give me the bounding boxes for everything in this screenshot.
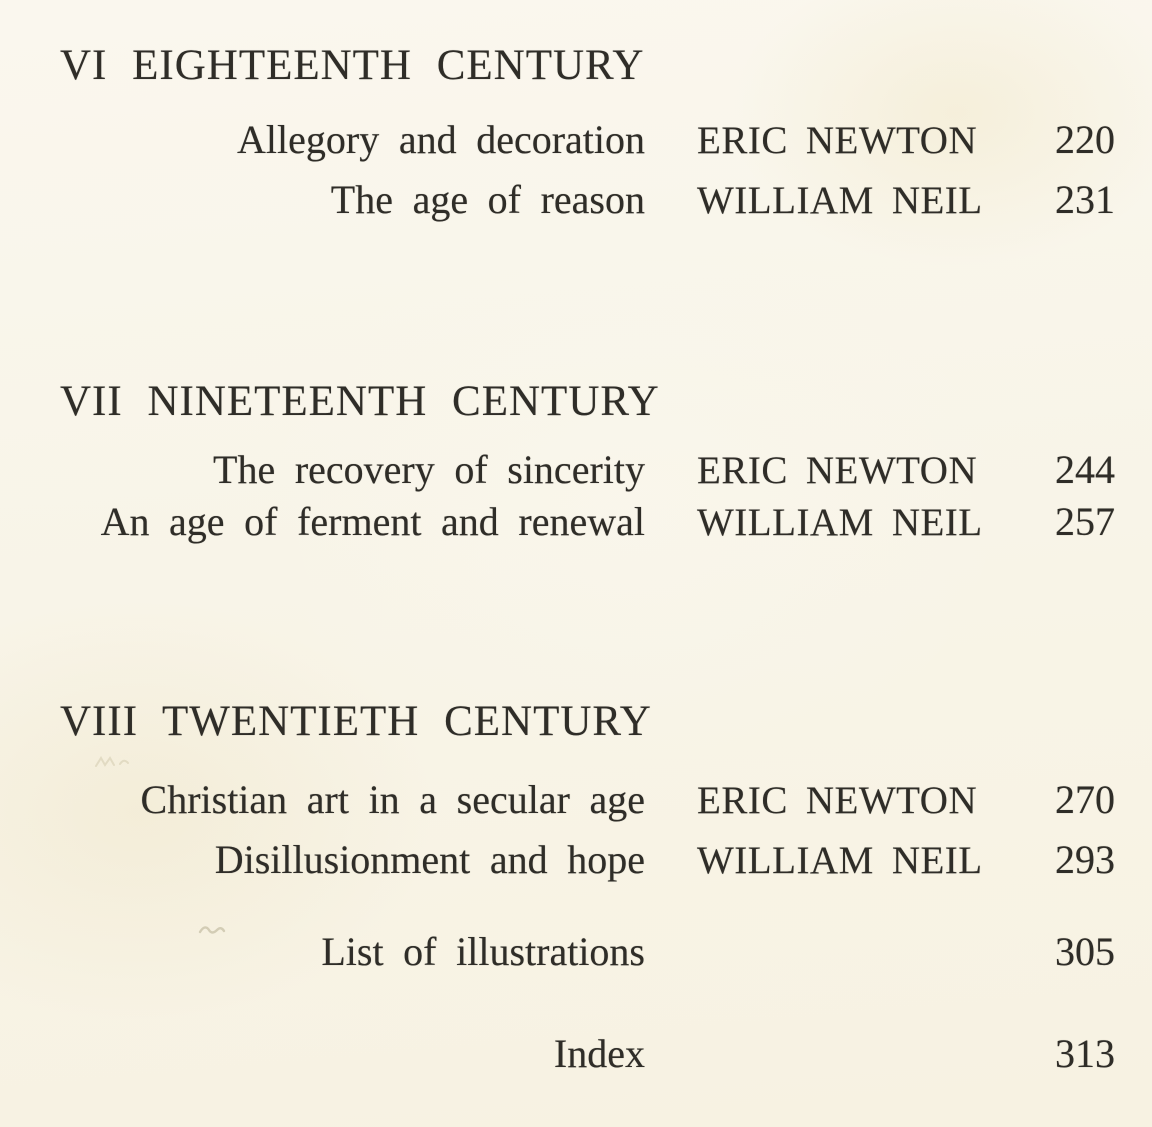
entry-author: WILLIAM NEIL — [697, 179, 983, 222]
entry-page-number: 313 — [1055, 1031, 1115, 1076]
entry-author: WILLIAM NEIL — [697, 501, 983, 544]
entry-title: The recovery of sincerity — [213, 447, 645, 492]
toc-entry — [0, 118, 1152, 163]
entry-title: Disillusionment and hope — [214, 837, 645, 882]
entry-page-number: 231 — [1055, 177, 1115, 222]
entry-title: List of illustrations — [321, 929, 645, 974]
section-heading-eighteenth-century: VI EIGHTEENTH CENTURY — [60, 42, 645, 89]
entry-page-number: 220 — [1055, 117, 1115, 162]
toc-entry — [0, 448, 1152, 493]
entry-page-number: 244 — [1055, 447, 1115, 492]
entry-title: An age of ferment and renewal — [100, 499, 645, 544]
entry-page-number: 293 — [1055, 837, 1115, 882]
toc-entry — [0, 1032, 1152, 1076]
entry-title: Christian art in a secular age — [140, 777, 645, 822]
toc-entry — [0, 500, 1152, 545]
entry-page-number: 305 — [1055, 929, 1115, 974]
entry-author: ERIC NEWTON — [697, 779, 978, 822]
entry-title: Index — [553, 1031, 645, 1076]
entry-page-number: 257 — [1055, 499, 1115, 544]
toc-entry — [0, 178, 1152, 223]
entry-title: Allegory and decoration — [237, 117, 645, 162]
entry-author: ERIC NEWTON — [697, 449, 978, 492]
entry-title: The age of reason — [330, 177, 645, 222]
toc-entry — [0, 838, 1152, 883]
scan-smudge — [92, 752, 142, 772]
entry-author: WILLIAM NEIL — [697, 839, 983, 882]
toc-entry — [0, 778, 1152, 823]
section-heading-twentieth-century: VIII TWENTIETH CENTURY — [60, 698, 652, 745]
entry-page-number: 270 — [1055, 777, 1115, 822]
section-heading-nineteenth-century: VII NINETEENTH CENTURY — [60, 378, 660, 425]
toc-entry — [0, 930, 1152, 974]
entry-author: ERIC NEWTON — [697, 119, 978, 162]
